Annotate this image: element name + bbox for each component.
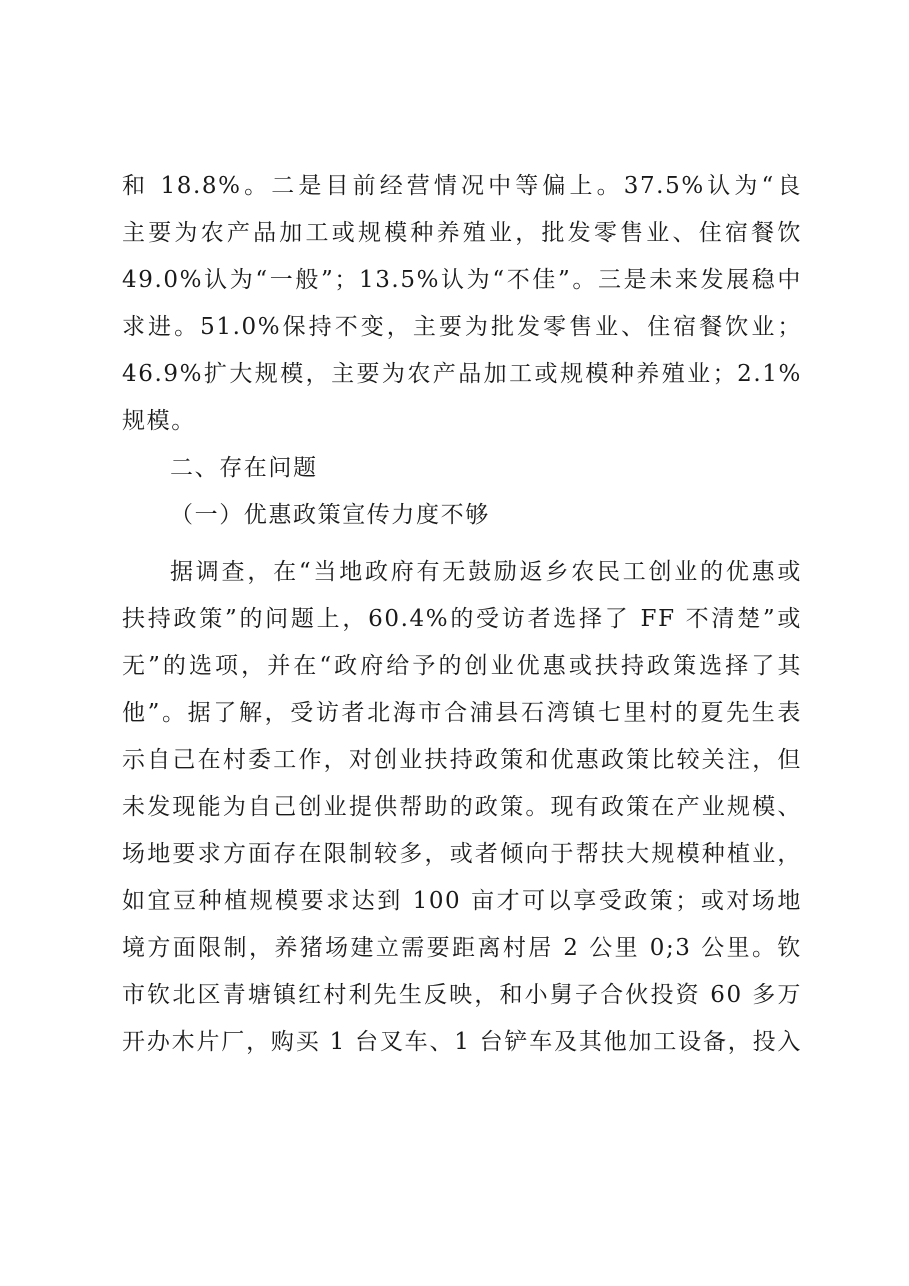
paragraph-line: 规模。 [122, 408, 196, 434]
paragraph-line: 如宜豆种植规模要求达到 100 亩才可以享受政策；或对场地 [122, 888, 802, 914]
paragraph-line: 场地要求方面存在限制较多，或者倾向于帮扶大规模种植业， [122, 841, 802, 867]
paragraph-line: 46.9%扩大规模，主要为农产品加工或规模种养殖业；2.1% [122, 361, 802, 387]
paragraph-line: 无”的选项，并在“政府给予的创业优惠或扶持政策选择了其 [122, 653, 802, 679]
paragraph-line: 求进。51.0%保持不变，主要为批发零售业、住宿餐饮业； [122, 314, 802, 340]
paragraph-line: 49.0%认为“一般”；13.5%认为“不佳”。三是未来发展稳中 [122, 267, 802, 293]
paragraph-line: 扶持政策”的问题上，60.4%的受访者选择了 FF 不清楚”或 [122, 606, 802, 632]
paragraph-line: 他”。据了解，受访者北海市合浦县石湾镇七里村的夏先生表 [122, 700, 802, 726]
paragraph-line: 境方面限制，养猪场建立需要距离村居 2 公里 0;3 公里。钦 [122, 935, 802, 961]
paragraph-line: 市钦北区青塘镇红村利先生反映，和小舅子合伙投资 60 多万 [122, 982, 802, 1008]
paragraph-line: 未发现能为自己创业提供帮助的政策。现有政策在产业规模、 [122, 794, 802, 820]
paragraph-line: 示自己在村委工作，对创业扶持政策和优惠政策比较关注，但 [122, 747, 802, 773]
paragraph-line: 开办木片厂，购买 1 台叉车、1 台铲车及其他加工设备，投入 [122, 1029, 802, 1055]
paragraph-line: 主要为农产品加工或规模种养殖业，批发零售业、住宿餐饮 [122, 220, 802, 246]
subsection-heading: （一）优惠政策宣传力度不够 [170, 502, 490, 528]
paragraph-line: 据调查，在“当地政府有无鼓励返乡农民工创业的优惠或 [170, 559, 802, 585]
section-heading: 二、存在问题 [170, 455, 318, 481]
paragraph-line: 和 18.8%。二是目前经营情况中等偏上。37.5%认为“良 [122, 173, 802, 199]
